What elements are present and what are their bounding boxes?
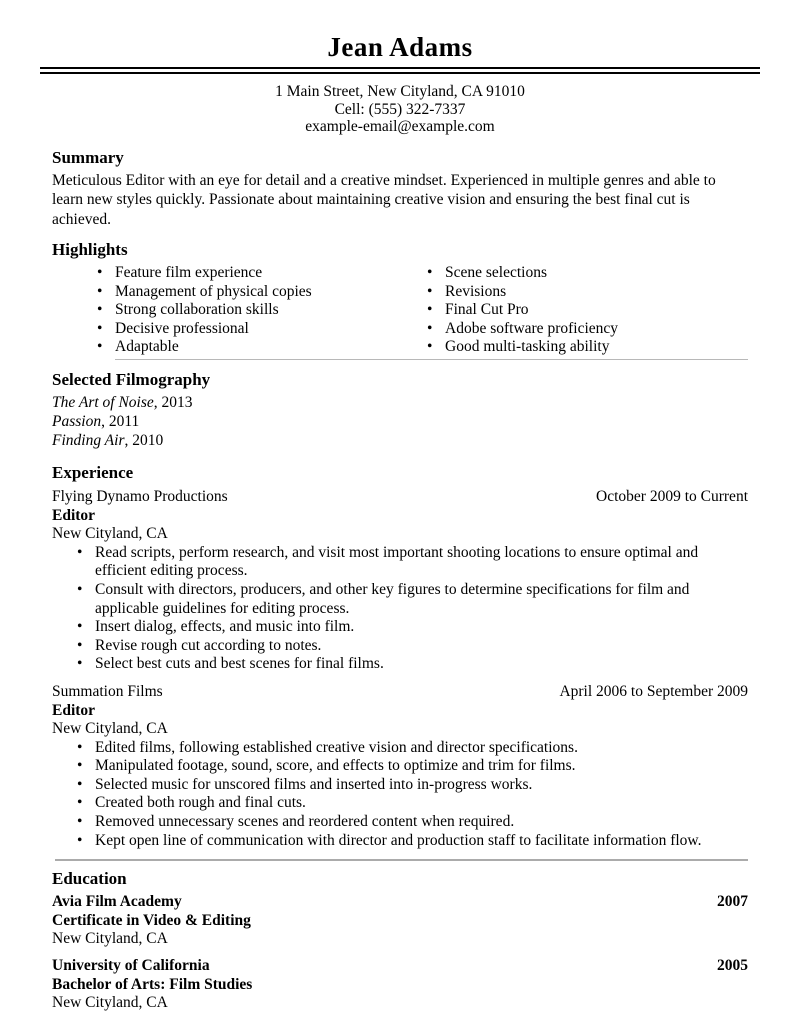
section-heading-experience: Experience: [52, 462, 134, 482]
contact-address: 1 Main Street, New Cityland, CA 91010: [275, 83, 525, 100]
job-bullet: • Consult with directors, producers, and other key figures to determine specifications for film and applicable guidelines for editing process.: [75, 581, 748, 618]
job-bullet: • Edited films, following established creative vision and director specifications.: [75, 739, 748, 758]
job-bullet: • Read scripts, perform research, and visit most important shooting locations to ensure optimal and efficient editing process.: [75, 544, 748, 581]
job-company: Summation Films: [52, 682, 163, 700]
education-year: 2005: [717, 957, 748, 975]
section-heading-filmography: Selected Filmography: [52, 369, 211, 389]
job-bullet: • Kept open line of communication with director and production staff to facilitate information flow.: [75, 832, 748, 851]
job-bullet: • Selected music for unscored films and inserted into in-progress works.: [75, 776, 748, 795]
highlight-item: • Good multi-tasking ability: [425, 338, 748, 357]
highlight-item: • Feature film experience: [95, 264, 425, 283]
header-double-rule: [40, 67, 760, 74]
section-heading-summary: Summary: [52, 147, 124, 167]
job-bullet: • Removed unnecessary scenes and reordered content when required.: [75, 813, 748, 832]
job-bullet: • Select best cuts and best scenes for final films.: [75, 655, 748, 674]
education-school: University of California: [52, 957, 210, 975]
highlight-item: • Revisions: [425, 283, 748, 302]
experience-entry: [52, 683, 748, 850]
education-school: Avia Film Academy: [52, 893, 182, 911]
job-location: New Cityland, CA: [52, 720, 168, 738]
filmography-list: [52, 393, 748, 450]
job-bullet: • Created both rough and final cuts.: [75, 794, 748, 813]
job-bullet: • Manipulated footage, sound, score, and effects to optimize and trim for films.: [75, 757, 748, 776]
education-degree: Certificate in Video & Editing: [52, 911, 251, 929]
education-location: New Cityland, CA: [52, 994, 168, 1012]
film-title: Passion: [52, 412, 102, 430]
filmography-item: [52, 412, 748, 431]
highlight-item: • Strong collaboration skills: [95, 301, 425, 320]
section-divider: [115, 359, 748, 360]
highlight-item: • Decisive professional: [95, 320, 425, 339]
job-location: New Cityland, CA: [52, 525, 168, 543]
highlights-columns: [52, 264, 748, 357]
film-title: The Art of Noise: [52, 393, 154, 411]
highlights-column-left: [52, 264, 425, 357]
summary-text: Meticulous Editor with an eye for detail and a creative mindset. Experienced in multiple genres and able to learn new styles quickly. Passionate about maintaining creative vision and ensuring the best final cut is achieved.: [52, 171, 716, 228]
contact-block: [52, 83, 748, 136]
contact-phone: Cell: (555) 322-7337: [334, 100, 466, 118]
highlight-item: • Adaptable: [95, 338, 425, 357]
filmography-item: [52, 393, 748, 412]
highlight-item: • Scene selections: [425, 264, 748, 283]
education-entry: [52, 957, 748, 1013]
highlights-column-right: [425, 264, 748, 357]
job-bullet: • Revise rough cut according to notes.: [75, 637, 748, 656]
film-separator: ,: [101, 412, 109, 430]
section-heading-education: Education: [52, 869, 127, 889]
job-dates: October 2009 to Current: [596, 487, 748, 505]
candidate-name: Jean Adams: [327, 32, 473, 62]
job-title: Editor: [52, 701, 96, 719]
section-divider: [55, 859, 748, 861]
education-location: New Cityland, CA: [52, 930, 168, 948]
education-degree: Bachelor of Arts: Film Studies: [52, 975, 253, 993]
highlight-item: • Adobe software proficiency: [425, 320, 748, 339]
highlight-item: • Management of physical copies: [95, 283, 425, 302]
job-dates: April 2006 to September 2009: [559, 682, 748, 700]
film-separator: ,: [153, 393, 162, 411]
education-entry: [52, 893, 748, 949]
film-title: Finding Air: [52, 431, 125, 449]
experience-entry: [52, 488, 748, 674]
job-title: Editor: [52, 506, 96, 524]
education-year: 2007: [717, 893, 748, 911]
film-separator: ,: [124, 431, 133, 449]
job-bullet: • Insert dialog, effects, and music into film.: [75, 618, 748, 637]
film-year: 2011: [108, 412, 140, 430]
section-heading-highlights: Highlights: [52, 240, 128, 259]
contact-email: example-email@example.com: [305, 118, 495, 135]
filmography-item: [52, 431, 748, 450]
job-company: Flying Dynamo Productions: [52, 487, 228, 505]
highlight-item: • Final Cut Pro: [425, 301, 748, 320]
film-year: 2013: [161, 393, 193, 411]
film-year: 2010: [132, 431, 164, 449]
